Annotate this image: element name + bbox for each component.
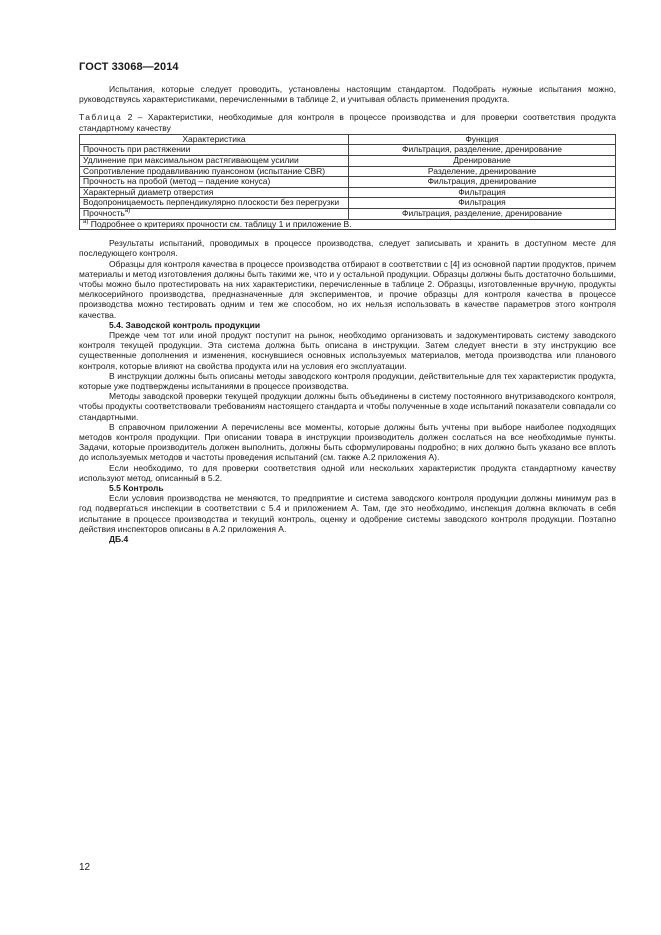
table-footnote-row bbox=[80, 219, 616, 230]
document-header: ГОСТ 33068—2014 bbox=[79, 61, 179, 73]
table-header-cell: Характеристика bbox=[80, 134, 349, 145]
table-cell-characteristic: Прочность на пробой (метод – падение конуса) bbox=[80, 177, 349, 188]
table-cell-function: Фильтрация, разделение, дренирование bbox=[349, 145, 616, 156]
table-caption bbox=[79, 112, 616, 132]
footnote-text: Подробнее о критериях прочности см. таблицу 1 и приложение В. bbox=[90, 218, 352, 229]
table-cell-function: Фильтрация, дренирование bbox=[349, 177, 616, 188]
table-cell-function: Фильтрация, разделение, дренирование bbox=[349, 208, 616, 219]
intro-paragraph: Испытания, которые следует проводить, установлены настоящим стандартом. Подобрать нужные испытания можно, руководствуясь характеристиками, перечисленными в таблице 2, и учитывая область применения продукта. bbox=[79, 84, 616, 105]
table-caption-label: Таблица bbox=[79, 112, 123, 123]
table-cell-characteristic-text: Прочность bbox=[83, 207, 125, 218]
table-cell-characteristic: Сопротивление продавливанию пуансоном (испытание CBR) bbox=[80, 166, 349, 177]
section-heading-5-4: 5.4. Заводской контроль продукции bbox=[109, 319, 261, 330]
table-row bbox=[80, 198, 616, 209]
table-cell-function: Фильтрация bbox=[349, 187, 616, 198]
paragraph: В справочном приложении А перечислены все моменты, которые должны быть учтены при выборе наиболее подходящих методов контроля продукции. При описании товара в инструкции производитель должен сослаться на все необходимые пункты. Задачи, которые производитель должен выполнить, должны быть сформулированы подробно; в них должно быть указано все вплоть до используемых методов и частоты проведения испытаний (см. также А.2 приложения А). bbox=[79, 421, 616, 463]
table-cell-function: Дренирование bbox=[349, 156, 616, 167]
paragraph: В инструкции должны быть описаны методы заводского контроля продукции, действительные для тех характеристик продукта, которые уже подтверждены испытаниями в процессе производства. bbox=[79, 370, 616, 391]
table-footnote bbox=[80, 219, 616, 230]
table-row bbox=[80, 177, 616, 188]
section-heading-5-5: 5.5 Контроль bbox=[109, 483, 164, 494]
characteristics-table bbox=[79, 134, 616, 230]
end-mark: ДБ.4 bbox=[109, 534, 129, 545]
paragraph: Образцы для контроля качества в процессе производства отбирают в соответствии с [4] из основной партии продуктов, причем материалы и метод изготовления должны быть такими же, что и у остальной продукции. Образцы должны быть достаточно большими, чтобы можно было протестировать на них характеристики, перечисленные в таблице 2. Образцы, изготовленные вручную, продукты мелкосерийного производства, предназначенные для экспериментов, и прочие образцы для контроля качества в процессе производства можно тестировать одним и тем же способом, но их нельзя использовать в качестве параметров этого контроля качества. bbox=[79, 258, 616, 320]
table-row bbox=[80, 187, 616, 198]
table-header-row bbox=[80, 134, 616, 145]
paragraph: Результаты испытаний, проводимых в процессе производства, следует записывать и хранить в доступном месте для последующего контроля. bbox=[79, 238, 616, 259]
table-cell-function: Фильтрация bbox=[349, 198, 616, 209]
table-row bbox=[80, 166, 616, 177]
paragraph: Прежде чем тот или иной продукт поступит на рынок, необходимо организовать и задокументировать систему заводского контроля текущей продукции. Эта система должна быть описана в инструкции. Затем следует внести в эту инструкцию все существенные дополнения и изменения, коснувшиеся основных используемых материалов, метода производства или планового контроля, которые влияют на свойства продукта или на условия его эксплуатации. bbox=[79, 329, 616, 371]
table-cell-characteristic: Водопроницаемость перпендикулярно плоскости без перегрузки bbox=[80, 198, 349, 209]
footnote-marker: а) bbox=[83, 218, 89, 225]
document-body bbox=[79, 84, 616, 544]
table-cell-characteristic: Прочность при растяжении bbox=[80, 145, 349, 156]
paragraph: Если условия производства не меняются, то предприятие и система заводского контроля продукции должны минимум раз в год подвергаться инспекции в соответствии с 5.4 и приложением А. Там, где это необходимо, инспекция должна включать в себя испытание в процессе производства и текущий контроль, оценку и одобрение системы заводского контроля продукции. Поэтапно действия инспекторов описаны в А.2 приложения А. bbox=[79, 493, 616, 534]
table-caption-text: 2 – Характеристики, необходимые для контроля в процессе производства и для проверки соответствия продукта стандартному качеству bbox=[79, 112, 616, 133]
page-number: 12 bbox=[79, 862, 91, 873]
table-cell-characteristic: Характерный диаметр отверстия bbox=[80, 187, 349, 198]
table-cell-function: Разделение, дренирование bbox=[349, 166, 616, 177]
table-cell-characteristic bbox=[80, 208, 349, 219]
paragraph: Если необходимо, то для проверки соответствия одной или нескольких характеристик продукта стандартному качеству используют метод, описанный в 5.2. bbox=[79, 462, 616, 483]
table-row bbox=[80, 156, 616, 167]
paragraph: Методы заводской проверки текущей продукции должны быть объединены в систему постоянного внутризаводского контроля, чтобы продукты соответствовали требованиям настоящего стандарта и чтобы полученные в ходе испытаний показатели совпадали со стандартными. bbox=[79, 391, 616, 422]
table-header-cell: Функция bbox=[349, 134, 616, 145]
footnote-marker: а) bbox=[124, 208, 131, 215]
table-row bbox=[80, 145, 616, 156]
table-cell-characteristic: Удлинение при максимальном растягивающем усилии bbox=[80, 156, 349, 167]
table-row bbox=[80, 208, 616, 219]
